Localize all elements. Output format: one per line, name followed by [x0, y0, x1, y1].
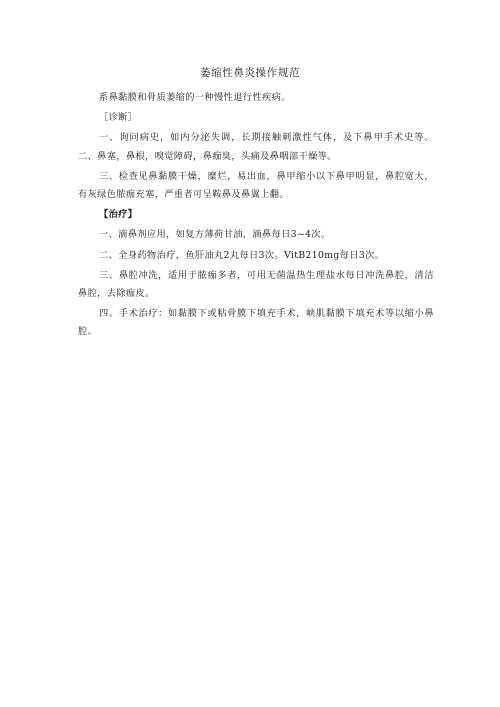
treatment-item-surgery: 四、手术治疗：如黏膜下或粘骨膜下填充手术，峡肌黏膜下填充术等以缩小鼻腔。	[78, 308, 434, 338]
document-title: 萎缩性鼻炎操作规范	[200, 67, 300, 79]
treatment-item-nasal-irrigation: 三、鼻腔冲洗，适用于脓痂多者，可用无菌温热生理盐水每日冲洗鼻腔，清洁鼻腔，去除痂皮。	[78, 269, 434, 300]
diagnosis-paragraph-history: 一、询问病史，如内分泌失调，长期接触刺激性气体，及下鼻甲手术史等。二、鼻塞，鼻根，嗅觉障碍，鼻痂臭，头痛及鼻咽部干燥等。	[78, 132, 434, 162]
treatment-heading: 【治疗】	[99, 209, 138, 221]
diagnosis-heading: ［诊断］	[99, 112, 138, 124]
treatment-item-systemic-drugs: 二、全身药物治疗，鱼肝油丸2丸每日3次。VitB210mg每日3次。	[99, 249, 385, 261]
diagnosis-paragraph-exam: 三、检查见鼻黏膜干燥，糜烂，易出血，鼻甲缩小以下鼻甲明显，鼻腔宽大，有灰绿色脓痂充塞，严重者可呈鞍鼻及鼻翼上翻。	[78, 170, 434, 201]
treatment-item-nasal-drops: 一、滴鼻剂应用，如复方薄荷甘油，滴鼻每日3~4次。	[99, 229, 331, 241]
definition-paragraph: 系鼻黏膜和骨质萎缩的一种慢性退行性疾病。	[99, 92, 291, 103]
document-body	[78, 89, 434, 344]
